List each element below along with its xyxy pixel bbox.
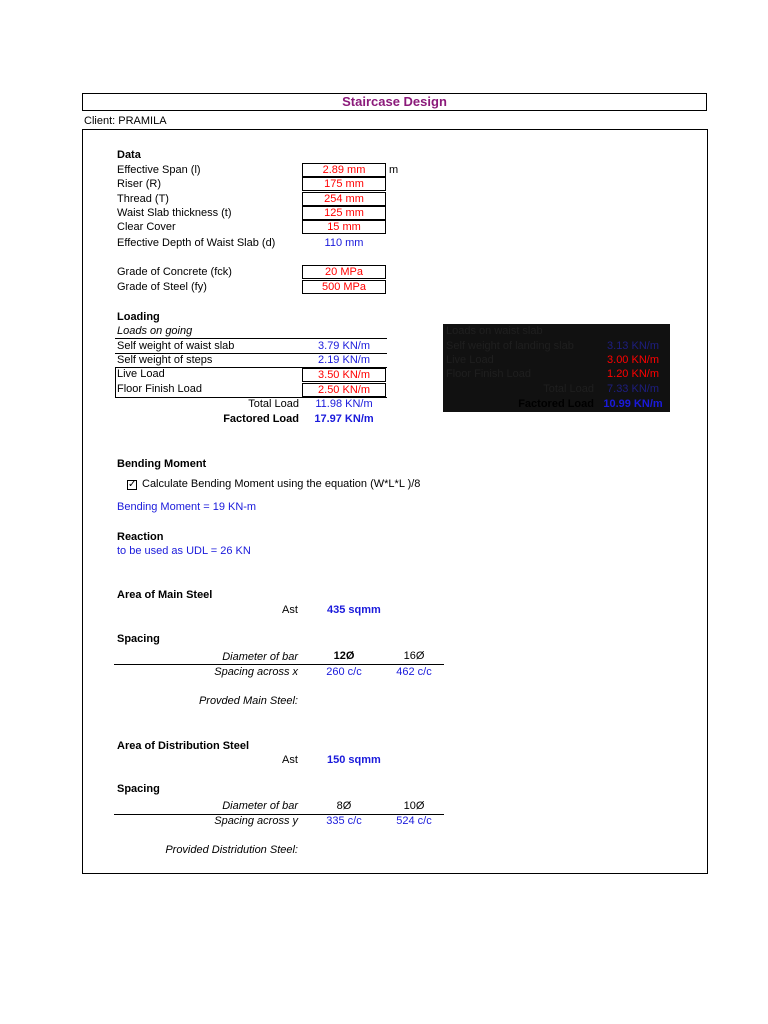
floor-finish-label: Floor Finish Load [117, 383, 202, 395]
riser-input[interactable]: 175 mm [302, 177, 386, 191]
live-load-input[interactable]: 3.50 KN/m [302, 368, 386, 382]
main-spacing-heading: Spacing [117, 633, 160, 645]
landing-live-value: 3.00 KN/m [607, 354, 659, 366]
bending-checkbox[interactable] [127, 480, 137, 490]
landing-heading: Loads on waist slab [446, 325, 543, 337]
steel-grade-input[interactable]: 500 MPa [302, 280, 386, 294]
thread-input[interactable]: 254 mm [302, 192, 386, 206]
main-spacing-16: 462 c/c [396, 666, 432, 678]
main-bar-12: 12Ø [333, 650, 355, 662]
bending-checkbox-label: Calculate Bending Moment using the equation (W*L*L )/8 [142, 478, 421, 490]
dist-bar-8: 8Ø [336, 800, 352, 812]
loading-table-divider [115, 338, 387, 339]
provided-main-steel-label: Provded Main Steel: [198, 695, 298, 707]
dist-ast-value: 150 sqmm [327, 754, 381, 766]
span-label: Effective Span (l) [117, 164, 201, 176]
dist-steel-heading: Area of Distribution Steel [117, 740, 250, 752]
effective-depth-label: Effective Depth of Waist Slab (d) [117, 237, 276, 249]
landing-factored-value: 10.99 KN/m [603, 398, 663, 410]
main-ast-label: Ast [282, 604, 298, 616]
data-heading: Data [117, 149, 141, 161]
concrete-grade-label: Grade of Concrete (fck) [117, 266, 232, 278]
main-diameter-label: Diameter of bar [222, 651, 298, 663]
dist-ast-label: Ast [282, 754, 298, 766]
factored-load-label: Factored Load [223, 413, 299, 425]
landing-factored-label: Factored Load [518, 398, 594, 410]
client-label: Client: PRAMILA [84, 115, 167, 127]
bending-result: Bending Moment = 19 KN-m [117, 501, 257, 513]
dist-bar-10: 10Ø [403, 800, 425, 812]
main-steel-heading: Area of Main Steel [117, 589, 213, 601]
steps-weight-label: Self weight of steps [117, 354, 213, 366]
reaction-text: to be used as UDL = 26 KN [117, 545, 251, 557]
span-input[interactable]: 2.89 mm [302, 163, 386, 177]
factored-load-value: 17.97 KN/m [314, 413, 374, 425]
loading-table-border [115, 367, 116, 397]
total-load-value: 11.98 KN/m [315, 398, 373, 410]
landing-live-label: Live Load [446, 354, 494, 366]
bending-heading: Bending Moment [117, 458, 207, 470]
effective-depth-value: 110 mm [324, 237, 364, 249]
check-icon: ✓ [128, 479, 137, 490]
waist-weight-value: 3.79 KN/m [318, 340, 370, 352]
loading-heading: Loading [117, 311, 160, 323]
main-bar-16: 16Ø [403, 650, 425, 662]
waist-thickness-label: Waist Slab thickness (t) [117, 207, 232, 219]
steps-weight-value: 2.19 KN/m [318, 354, 370, 366]
dist-spacing-8: 335 c/c [326, 815, 362, 827]
page-title: Staircase Design [82, 93, 707, 111]
landing-weight-label: Self weight of landing slab [446, 340, 574, 352]
main-ast-value: 435 sqmm [327, 604, 381, 616]
floor-finish-input[interactable]: 2.50 KN/m [302, 383, 386, 397]
landing-weight-value: 3.13 KN/m [607, 340, 659, 352]
dist-spacing-heading: Spacing [117, 783, 160, 795]
total-load-label: Total Load [248, 398, 299, 410]
thread-label: Thread (T) [117, 193, 169, 205]
main-spacing-12: 260 c/c [326, 666, 362, 678]
loads-going-subheading: Loads on going [117, 325, 193, 337]
waist-thickness-input[interactable]: 125 mm [302, 206, 386, 220]
dist-diameter-label: Diameter of bar [222, 800, 298, 812]
landing-total-label: Total Load [543, 383, 594, 395]
landing-floor-value: 1.20 KN/m [607, 368, 659, 380]
main-spacing-label: Spacing across x [214, 666, 298, 678]
steel-grade-label: Grade of Steel (fy) [117, 281, 207, 293]
provided-dist-steel-label: Provided Distridution Steel: [165, 844, 298, 856]
main-spacing-divider [114, 664, 444, 665]
clear-cover-label: Clear Cover [117, 221, 176, 233]
riser-label: Riser (R) [117, 178, 161, 190]
dist-spacing-label: Spacing across y [214, 815, 298, 827]
reaction-heading: Reaction [117, 531, 164, 543]
waist-weight-label: Self weight of waist slab [117, 340, 235, 352]
span-unit: m [389, 164, 399, 176]
landing-total-value: 7.33 KN/m [607, 383, 659, 395]
concrete-grade-input[interactable]: 20 MPa [302, 265, 386, 279]
dist-spacing-10: 524 c/c [396, 815, 432, 827]
landing-floor-label: Floor Finish Load [446, 368, 531, 380]
clear-cover-input[interactable]: 15 mm [302, 220, 386, 234]
live-load-label: Live Load [117, 368, 165, 380]
